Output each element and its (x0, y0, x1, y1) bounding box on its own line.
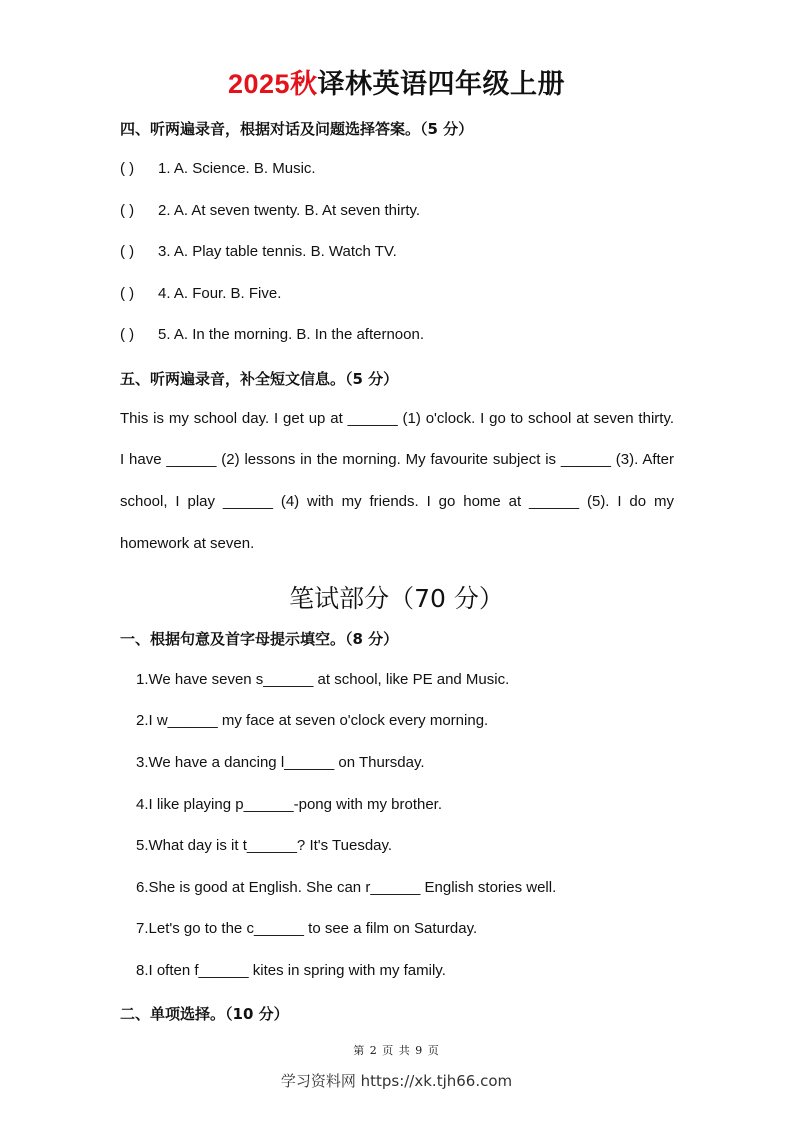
listening-item (120, 326, 424, 343)
page-title (0, 62, 793, 101)
fill-blank-item: 7.Let's go to the c______ to see a film on Saturday. (136, 920, 478, 937)
answer-blank[interactable]: ( ) (120, 160, 135, 177)
listening-item (120, 243, 397, 260)
fill-blank-item: 2.I w______ my face at seven o'clock every morning. (136, 712, 489, 729)
section5-heading: 五、听两遍录音，补全短文信息。（5 分） (120, 370, 399, 388)
item-text: 5. A. In the morning. B. In the afternoon. (158, 326, 425, 343)
answer-blank[interactable]: ( ) (120, 326, 135, 343)
watermark-link[interactable]: 学习资料网 https://xk.tjh66.com (280, 1072, 513, 1090)
fill-blank-item: 5.What day is it t______? It's Tuesday. (136, 837, 393, 854)
part1-heading: 一、根据句意及首字母提示填空。（8 分） (120, 630, 399, 648)
page-number: 第 2 页 共 9 页 (353, 1044, 440, 1057)
item-text: 1. A. Science. B. Music. (158, 160, 316, 177)
item-text: 4. A. Four. B. Five. (158, 285, 282, 302)
answer-blank[interactable]: ( ) (120, 202, 135, 219)
part2-heading: 二、单项选择。（10 分） (120, 1005, 289, 1023)
fill-blank-item: 3.We have a dancing l______ on Thursday. (136, 754, 425, 771)
answer-blank[interactable]: ( ) (120, 285, 135, 302)
item-text: 2. A. At seven twenty. B. At seven thirty. (158, 202, 421, 219)
fill-blank-item: 8.I often f______ kites in spring with my family. (136, 962, 446, 979)
passage-line: This is my school day. I get up at ______ (1) o'clock. I go to school at seven thirty. (120, 410, 674, 427)
fill-blank-item: 4.I like playing p______-pong with my brother. (136, 796, 443, 813)
listening-item (120, 202, 420, 219)
passage-line: I have ______ (2) lessons in the morning. My favourite subject is ______ (3). After (120, 451, 674, 468)
title-year: 2025秋 (227, 69, 318, 99)
listening-item (120, 160, 316, 177)
passage-line: school, I play ______ (4) with my friends. I go home at ______ (5). I do my (120, 493, 674, 510)
fill-blank-item: 1.We have seven s______ at school, like PE and Music. (136, 671, 510, 688)
passage-line: homework at seven. (120, 535, 255, 552)
section4-heading: 四、听两遍录音，根据对话及问题选择答案。（5 分） (120, 120, 474, 138)
answer-blank[interactable]: ( ) (120, 243, 135, 260)
listening-item (120, 285, 281, 302)
item-text: 3. A. Play table tennis. B. Watch TV. (158, 243, 397, 260)
title-text: 译林英语四年级上册 (317, 69, 566, 99)
written-part-title: 笔试部分（70 分） (289, 584, 504, 613)
fill-blank-item: 6.She is good at English. She can r______ English stories well. (136, 879, 557, 896)
